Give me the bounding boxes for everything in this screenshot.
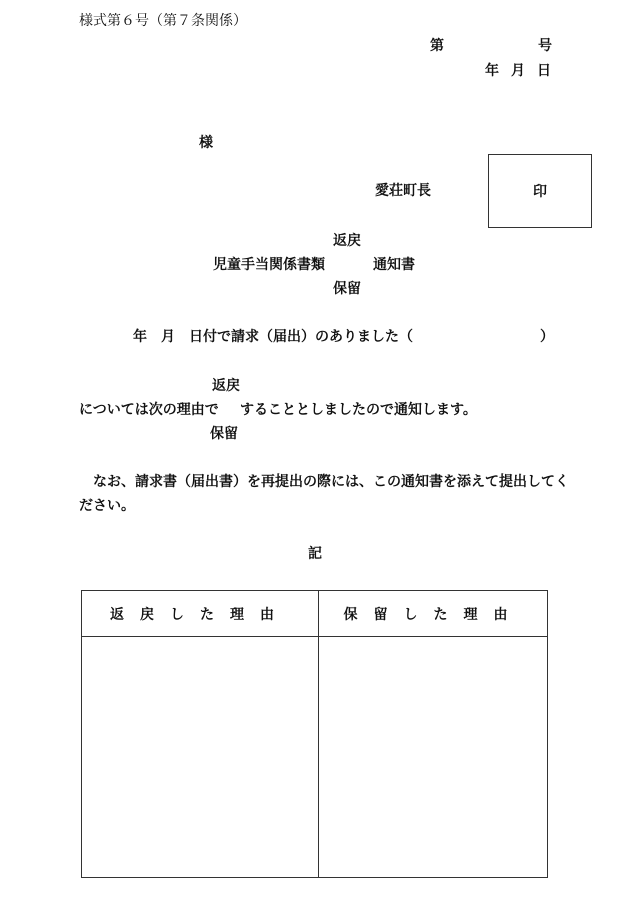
title-subject: 児童手当関係書類: [213, 257, 325, 273]
date-month: 月: [511, 63, 525, 79]
note-line-2: ださい。: [79, 498, 135, 514]
title-option-return: 返戻: [333, 233, 361, 249]
reason-table: [81, 590, 548, 878]
col-header-hold: 保留した理由: [343, 606, 524, 623]
reason-option-return: 返戻: [212, 378, 240, 394]
form-header: 様式第６号（第７条関係）: [79, 13, 247, 29]
number-suffix: 号: [538, 38, 552, 54]
reason-prefix: については次の理由で: [79, 402, 219, 418]
addressee-suffix: 様: [199, 135, 213, 151]
number-prefix: 第: [430, 38, 444, 54]
request-line: 年 月 日付で請求（届出）のありました（: [133, 329, 413, 345]
hold-reason-cell[interactable]: [319, 637, 548, 877]
title-option-hold: 保留: [333, 281, 361, 297]
record-heading: 記: [308, 546, 322, 562]
issuer-name: 愛荘町長: [375, 183, 431, 199]
date-year: 年: [485, 63, 499, 79]
return-reason-cell[interactable]: [82, 637, 318, 877]
date-day: 日: [537, 63, 551, 79]
col-header-return: 返戻した理由: [110, 606, 290, 623]
seal-label: 印: [533, 184, 547, 200]
reason-suffix: することとしましたので通知します。: [240, 402, 477, 418]
reason-option-hold: 保留: [210, 426, 238, 442]
request-close-paren: ）: [540, 329, 554, 345]
title-suffix: 通知書: [373, 257, 415, 273]
note-line-1: なお、請求書（届出書）を再提出の際には、この通知書を添えて提出してく: [93, 474, 569, 490]
seal-box: [488, 154, 592, 228]
